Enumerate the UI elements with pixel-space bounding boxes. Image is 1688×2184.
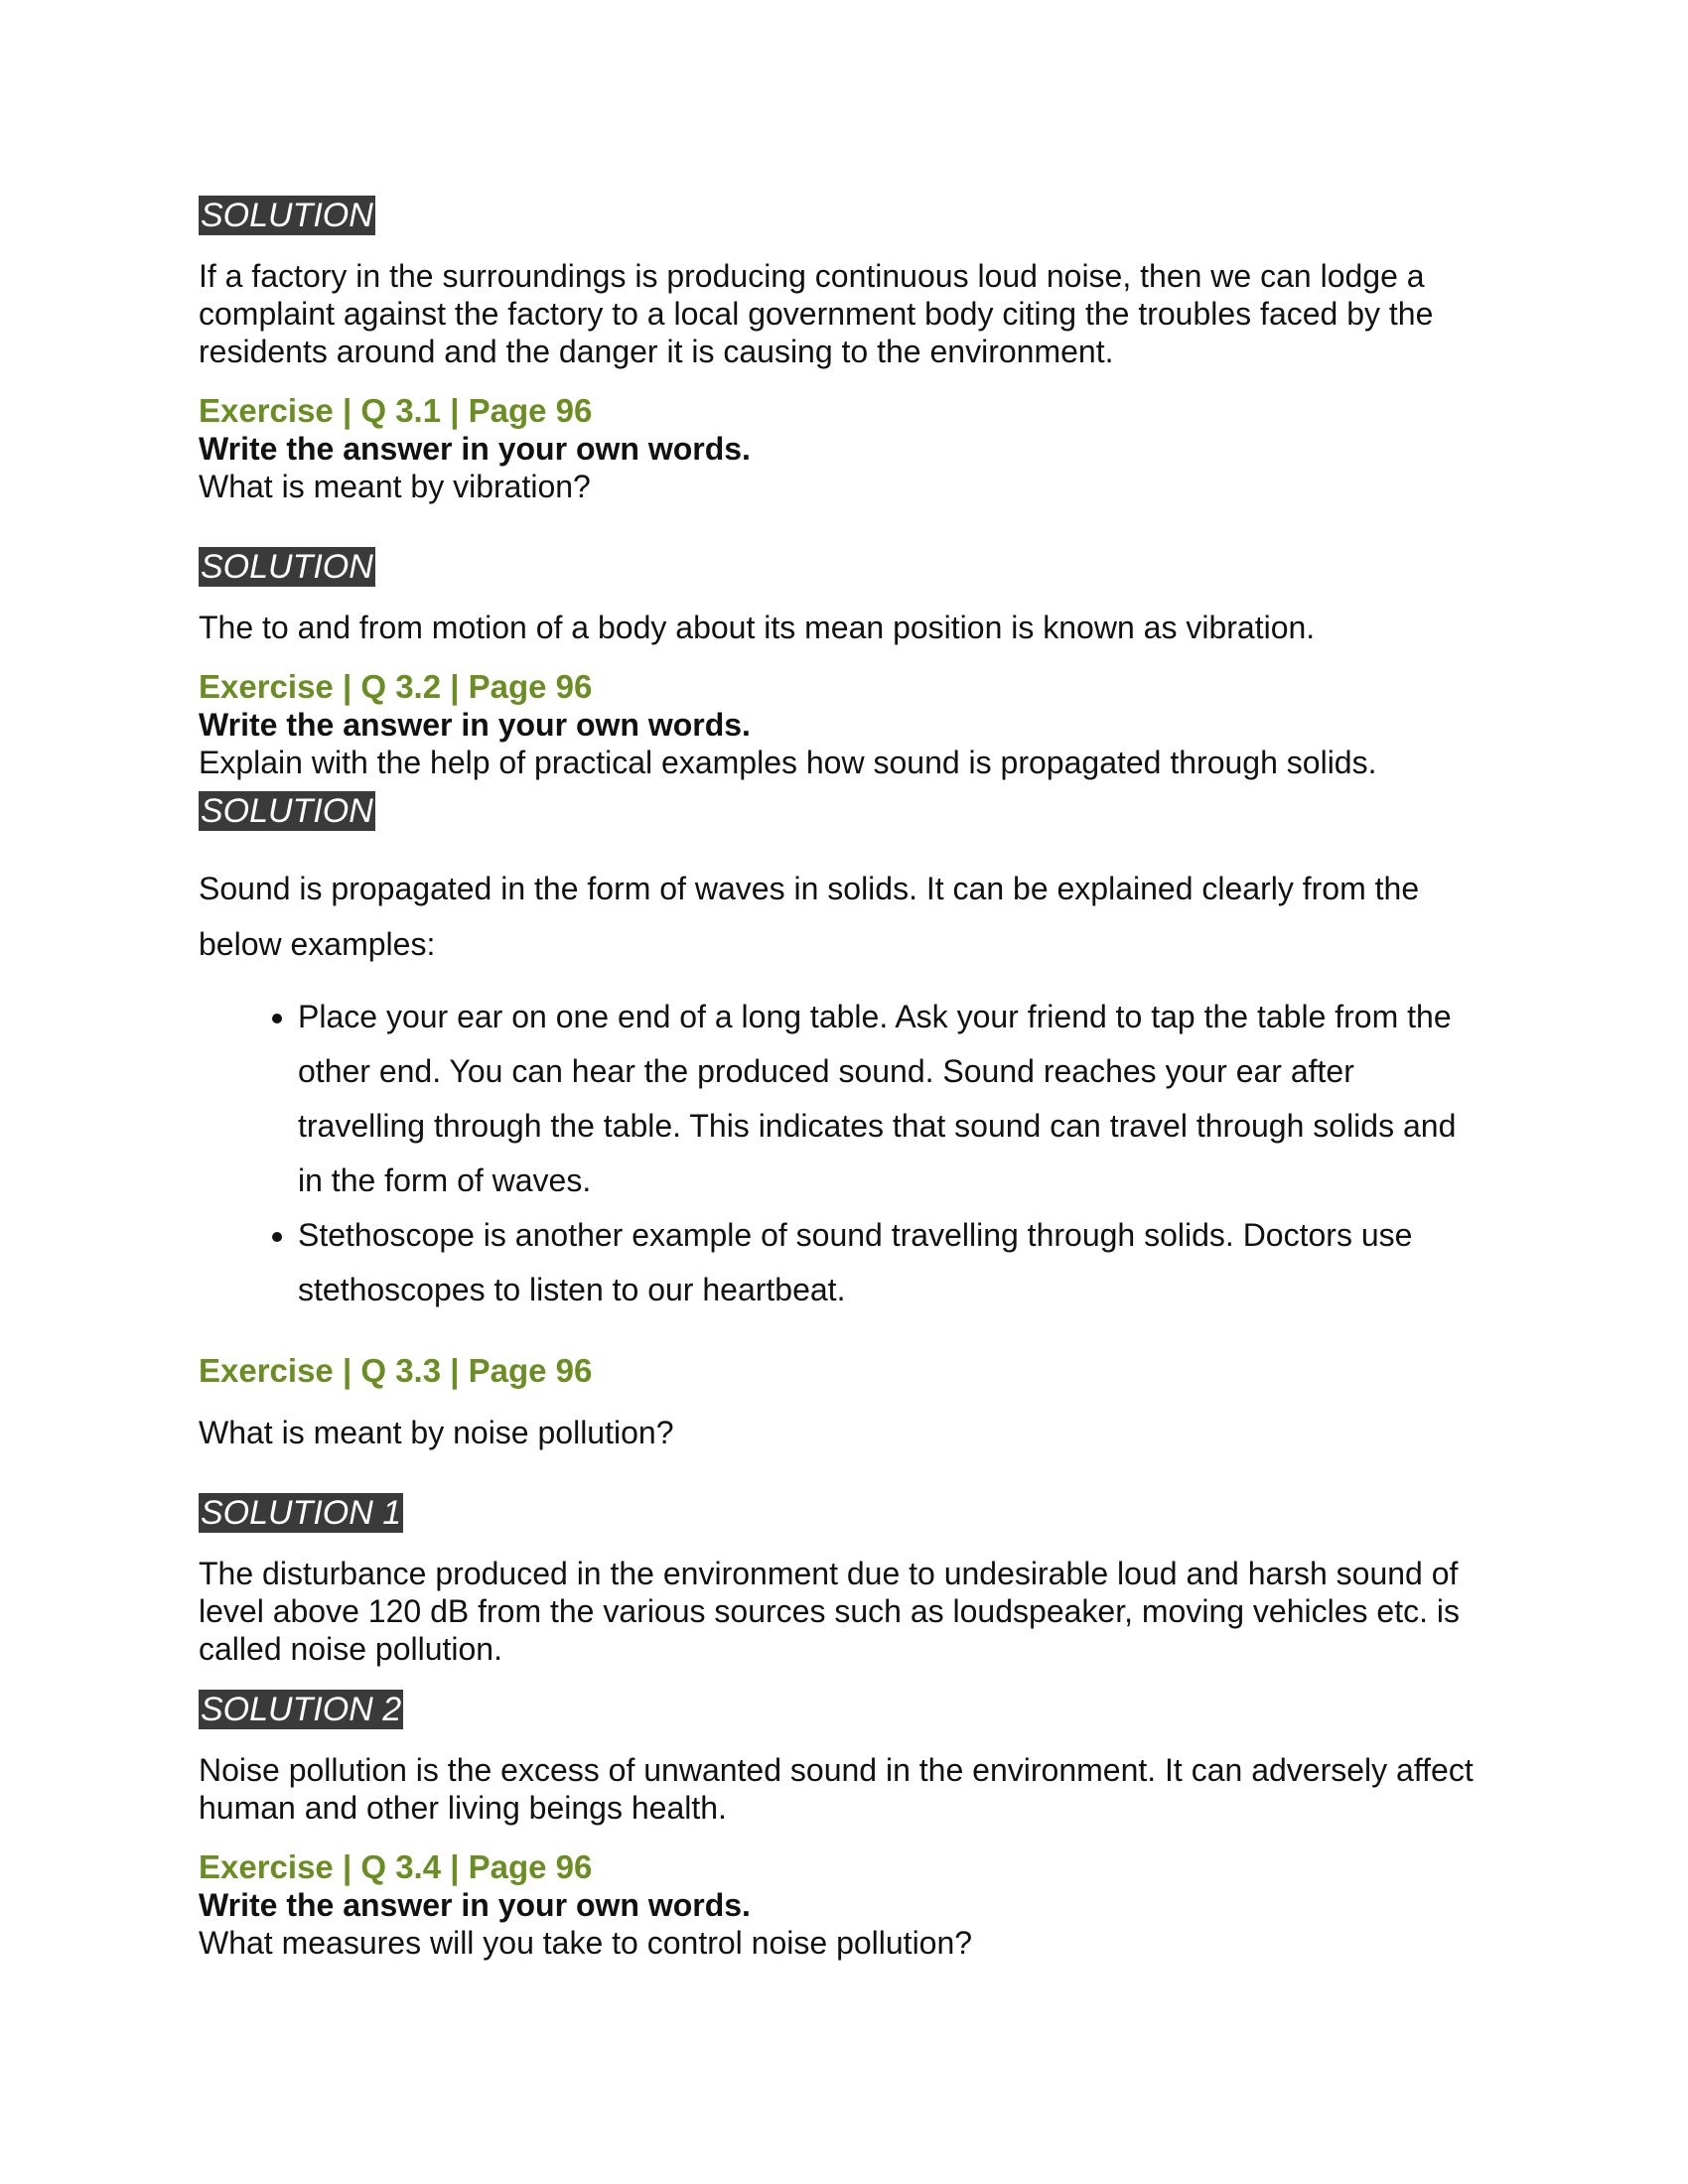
exercise-heading: Exercise | Q 3.1 | Page 96 [199, 392, 593, 429]
question-text: What is meant by vibration? [199, 469, 591, 504]
example-list [199, 990, 1489, 1317]
question-text: What measures will you take to control noise pollution? [199, 1925, 973, 1961]
solution-label: SOLUTION [201, 792, 373, 830]
solution-label-row [199, 791, 1489, 831]
solution-label-row [199, 196, 1489, 235]
question-text: Explain with the help of practical examples how sound is propagated through solids. [199, 745, 1377, 780]
exercise-heading: Exercise | Q 3.3 | Page 96 [199, 1352, 593, 1389]
solution-label-row [199, 547, 1489, 587]
solution-label-row [199, 1493, 1489, 1533]
solution-text: Noise pollution is the excess of unwanted sound in the environment. It can adversely affect human and other living beings health. [199, 1752, 1474, 1826]
solution-label: SOLUTION [201, 197, 373, 234]
exercise-heading: Exercise | Q 3.2 | Page 96 [199, 668, 593, 705]
list-item: • Place your ear on one end of a long table. Ask your friend to tap the table from the other end. You can hear the produced sound. Sound reaches your ear after travelling through the table. This indicates that sound can travel through solids and in the form of waves. [298, 990, 1489, 1208]
solution-label: SOLUTION [201, 548, 373, 586]
question-text: What is meant by noise pollution? [199, 1415, 674, 1450]
solution-label: SOLUTION 1 [201, 1494, 402, 1532]
solution-label-row [199, 1690, 1489, 1729]
solution-text: Sound is propagated in the form of waves in solids. It can be explained clearly from the below examples: [199, 871, 1420, 962]
solution-text: The to and from motion of a body about its mean position is known as vibration. [199, 610, 1316, 645]
document-page [199, 196, 1489, 1962]
exercise-heading: Exercise | Q 3.4 | Page 96 [199, 1848, 593, 1885]
solution-label: SOLUTION 2 [201, 1691, 402, 1728]
solution-text: If a factory in the surroundings is producing continuous loud noise, then we can lodge a complaint against the factory to a local government body citing the troubles faced by the residents around and the danger it is causing to the environment. [199, 258, 1434, 369]
instruction-text: Write the answer in your own words. [199, 707, 751, 743]
list-item: • Stethoscope is another example of sound travelling through solids. Doctors use stethoscopes to listen to our heartbeat. [298, 1208, 1489, 1317]
instruction-text: Write the answer in your own words. [199, 1887, 751, 1923]
solution-text: The disturbance produced in the environment due to undesirable loud and harsh sound of level above 120 dB from the various sources such as loudspeaker, moving vehicles etc. is called noise pollution. [199, 1556, 1460, 1667]
instruction-text: Write the answer in your own words. [199, 431, 751, 467]
